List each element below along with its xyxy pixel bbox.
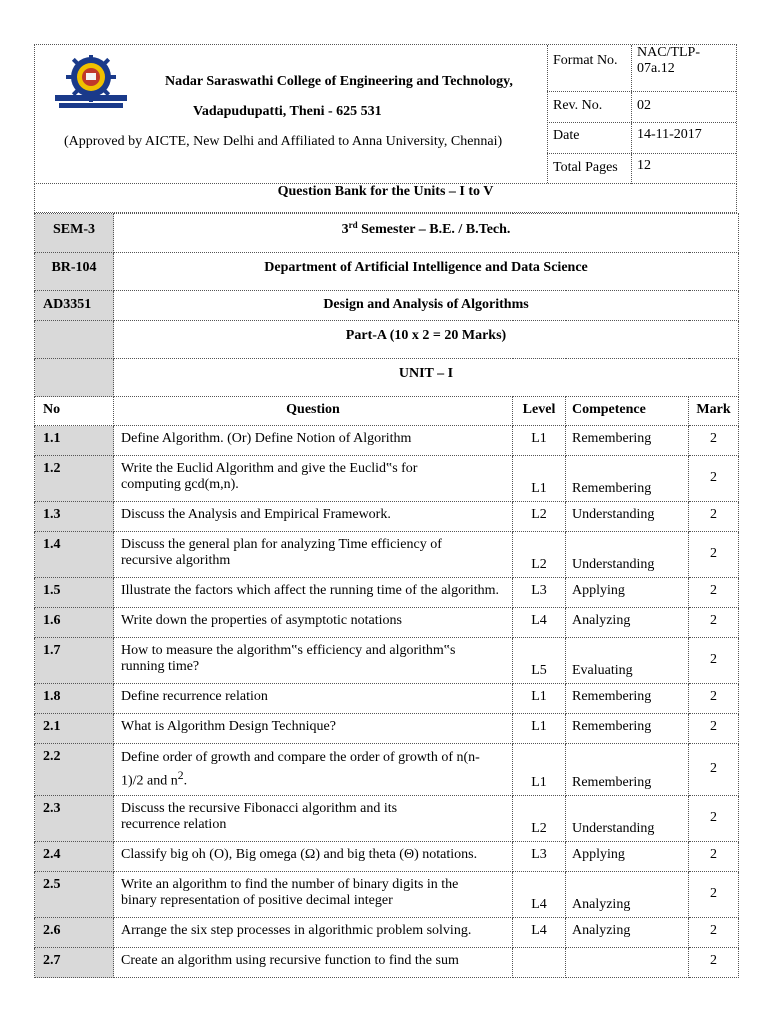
table-row	[35, 638, 739, 684]
question-level: L4	[513, 872, 566, 918]
question-text	[114, 918, 513, 948]
table-row	[35, 948, 739, 978]
question-level: L5	[513, 638, 566, 684]
unit-row	[35, 359, 739, 397]
question-mark: 2	[689, 426, 739, 456]
col-no: No	[35, 397, 114, 426]
branch-code: BR-104	[35, 253, 114, 291]
department-name: Department of Artificial Intelligence and Data Science	[114, 253, 739, 291]
table-row	[35, 608, 739, 638]
semester-number: 3	[341, 222, 349, 237]
question-number: 1.7	[35, 638, 114, 684]
col-question: Question	[114, 397, 513, 426]
question-number: 1.4	[35, 532, 114, 578]
question-number: 2.3	[35, 796, 114, 842]
question-competence: Analyzing	[566, 608, 689, 638]
table-row	[35, 744, 739, 796]
question-number: 2.5	[35, 872, 114, 918]
question-line-2	[121, 477, 512, 493]
question-mark: 2	[689, 578, 739, 608]
question-level	[513, 948, 566, 978]
meta-label: Date	[547, 123, 632, 153]
question-level: L1	[513, 714, 566, 744]
table-row	[35, 872, 739, 918]
question-competence: Applying	[566, 578, 689, 608]
table-row	[35, 456, 739, 502]
question-mark: 2	[689, 714, 739, 744]
question-number: 1.1	[35, 426, 114, 456]
question-competence: Applying	[566, 842, 689, 872]
meta-format	[547, 45, 736, 92]
question-line-1: Define order of growth and compare the order of growth of n(n-	[121, 750, 480, 765]
question-number: 1.2	[35, 456, 114, 502]
question-line-2-text: binary representation of positive decimal integer	[121, 893, 393, 908]
question-competence: Remembering	[566, 684, 689, 714]
table-row	[35, 684, 739, 714]
question-text	[114, 502, 513, 532]
meta-label: Format No.	[547, 45, 632, 91]
question-table	[34, 213, 739, 978]
question-line-1: Arrange the six step processes in algorithmic problem solving.	[121, 923, 472, 938]
question-mark: 2	[689, 456, 739, 502]
approval-note: (Approved by AICTE, New Delhi and Affiliated to Anna University, Chennai)	[64, 134, 503, 149]
document-header	[34, 44, 737, 184]
question-line-1: Illustrate the factors which affect the running time of the algorithm.	[121, 583, 500, 598]
college-info	[35, 45, 548, 183]
question-line-2-tail: .	[183, 773, 188, 789]
question-text	[114, 608, 513, 638]
question-number: 2.2	[35, 744, 114, 796]
course-row	[35, 291, 739, 321]
question-competence: Analyzing	[566, 872, 689, 918]
question-line-1: What is Algorithm Design Technique?	[121, 719, 336, 734]
question-text	[114, 426, 513, 456]
meta-date	[547, 123, 736, 154]
question-competence: Understanding	[566, 532, 689, 578]
course-name: Design and Analysis of Algorithms	[114, 291, 739, 321]
question-mark: 2	[689, 608, 739, 638]
table-row	[35, 796, 739, 842]
question-level: L1	[513, 684, 566, 714]
column-header-row	[35, 397, 739, 426]
question-line-1: Discuss the recursive Fibonacci algorithm and its	[121, 801, 398, 816]
question-rows	[35, 426, 739, 978]
question-mark: 2	[689, 948, 739, 978]
table-row	[35, 714, 739, 744]
meta-value: 02	[637, 98, 651, 113]
question-mark: 2	[689, 872, 739, 918]
meta-rev	[547, 92, 736, 123]
unit-heading: UNIT – I	[114, 359, 739, 397]
semester-suffix: rd	[348, 220, 358, 230]
table-row	[35, 578, 739, 608]
question-level: L2	[513, 796, 566, 842]
question-line-1: Discuss the general plan for analyzing Time efficiency of	[121, 537, 442, 552]
part-row	[35, 321, 739, 359]
question-line-2	[121, 659, 512, 675]
meta-value: 12	[637, 158, 651, 173]
question-mark: 2	[689, 744, 739, 796]
semester-row	[35, 214, 739, 253]
question-mark: 2	[689, 918, 739, 948]
question-level: L1	[513, 456, 566, 502]
question-competence	[566, 948, 689, 978]
question-mark: 2	[689, 842, 739, 872]
question-number: 2.6	[35, 918, 114, 948]
question-level: L3	[513, 578, 566, 608]
meta-value: NAC/TLP-07a.12	[637, 45, 700, 76]
question-line-2	[121, 893, 512, 909]
question-line-1: Create an algorithm using recursive function to find the sum	[121, 953, 459, 968]
part-code-cell	[35, 321, 114, 359]
question-competence: Remembering	[566, 426, 689, 456]
question-line-1: Discuss the Analysis and Empirical Framework.	[121, 507, 391, 522]
college-address: Vadapudupatti, Theni - 625 531	[193, 104, 382, 119]
question-text	[114, 532, 513, 578]
question-level: L1	[513, 744, 566, 796]
question-line-1: Define Algorithm. (Or) Define Notion of Algorithm	[121, 431, 412, 446]
question-mark: 2	[689, 638, 739, 684]
question-text	[114, 796, 513, 842]
unit-code-cell	[35, 359, 114, 397]
meta-label: Rev. No.	[547, 92, 632, 122]
question-text	[114, 948, 513, 978]
question-competence: Understanding	[566, 502, 689, 532]
question-text	[114, 744, 513, 796]
question-text	[114, 842, 513, 872]
question-line-1: Classify big oh (O), Big omega (Ω) and big theta (Θ) notations.	[121, 847, 478, 862]
semester-text: Semester – B.E. / B.Tech.	[357, 222, 511, 237]
question-line-1: Write an algorithm to find the number of binary digits in the	[121, 877, 459, 892]
question-number: 1.3	[35, 502, 114, 532]
question-line-2-text: 1)/2 and n	[121, 773, 178, 789]
question-level: L4	[513, 608, 566, 638]
question-mark: 2	[689, 796, 739, 842]
question-number: 1.6	[35, 608, 114, 638]
question-competence: Remembering	[566, 744, 689, 796]
question-line-2-text: recurrence relation	[121, 817, 227, 832]
col-level: Level	[513, 397, 566, 426]
question-number: 1.8	[35, 684, 114, 714]
question-competence: Remembering	[566, 456, 689, 502]
college-logo-icon	[51, 55, 131, 111]
question-competence: Analyzing	[566, 918, 689, 948]
table-row	[35, 502, 739, 532]
col-mark: Mark	[689, 397, 739, 426]
question-number: 2.4	[35, 842, 114, 872]
question-line-1: Define recurrence relation	[121, 689, 268, 704]
question-text	[114, 714, 513, 744]
meta-pages	[547, 154, 736, 184]
question-text	[114, 578, 513, 608]
college-name: Nadar Saraswathi College of Engineering and Technology,	[165, 74, 513, 89]
question-competence: Remembering	[566, 714, 689, 744]
question-competence: Understanding	[566, 796, 689, 842]
question-line-1: Write the Euclid Algorithm and give the Euclid‟s for	[121, 461, 418, 476]
semester-code: SEM-3	[35, 214, 114, 253]
question-level: L2	[513, 532, 566, 578]
meta-value: 14-11-2017	[637, 127, 702, 142]
table-row	[35, 426, 739, 456]
document-meta	[547, 45, 736, 184]
question-line-2	[121, 817, 512, 833]
col-competence: Competence	[566, 397, 689, 426]
question-line-2	[121, 553, 512, 569]
question-level: L3	[513, 842, 566, 872]
question-mark: 2	[689, 502, 739, 532]
question-text	[114, 456, 513, 502]
question-line-2-text: recursive algorithm	[121, 553, 231, 568]
question-text	[114, 684, 513, 714]
table-row	[35, 532, 739, 578]
branch-row	[35, 253, 739, 291]
part-heading: Part-A (10 x 2 = 20 Marks)	[114, 321, 739, 359]
question-line-1: Write down the properties of asymptotic notations	[121, 613, 402, 628]
question-line-2-text: computing gcd(m,n).	[121, 477, 239, 492]
question-level: L1	[513, 426, 566, 456]
question-bank-title: Question Bank for the Units – I to V	[34, 183, 737, 213]
question-level: L2	[513, 502, 566, 532]
question-mark: 2	[689, 684, 739, 714]
question-number: 2.1	[35, 714, 114, 744]
question-line-2-text: running time?	[121, 659, 200, 674]
question-text	[114, 638, 513, 684]
question-number: 2.7	[35, 948, 114, 978]
question-competence: Evaluating	[566, 638, 689, 684]
meta-label: Total Pages	[547, 154, 632, 184]
question-level: L4	[513, 918, 566, 948]
question-line-1: How to measure the algorithm‟s efficiency and algorithm‟s	[121, 643, 456, 658]
question-mark: 2	[689, 532, 739, 578]
course-code: AD3351	[35, 291, 114, 321]
question-text	[114, 872, 513, 918]
question-number: 1.5	[35, 578, 114, 608]
table-row	[35, 842, 739, 872]
semester-label	[114, 214, 739, 253]
question-line-2	[121, 767, 512, 791]
question-superscript: 2	[177, 769, 184, 782]
table-row	[35, 918, 739, 948]
